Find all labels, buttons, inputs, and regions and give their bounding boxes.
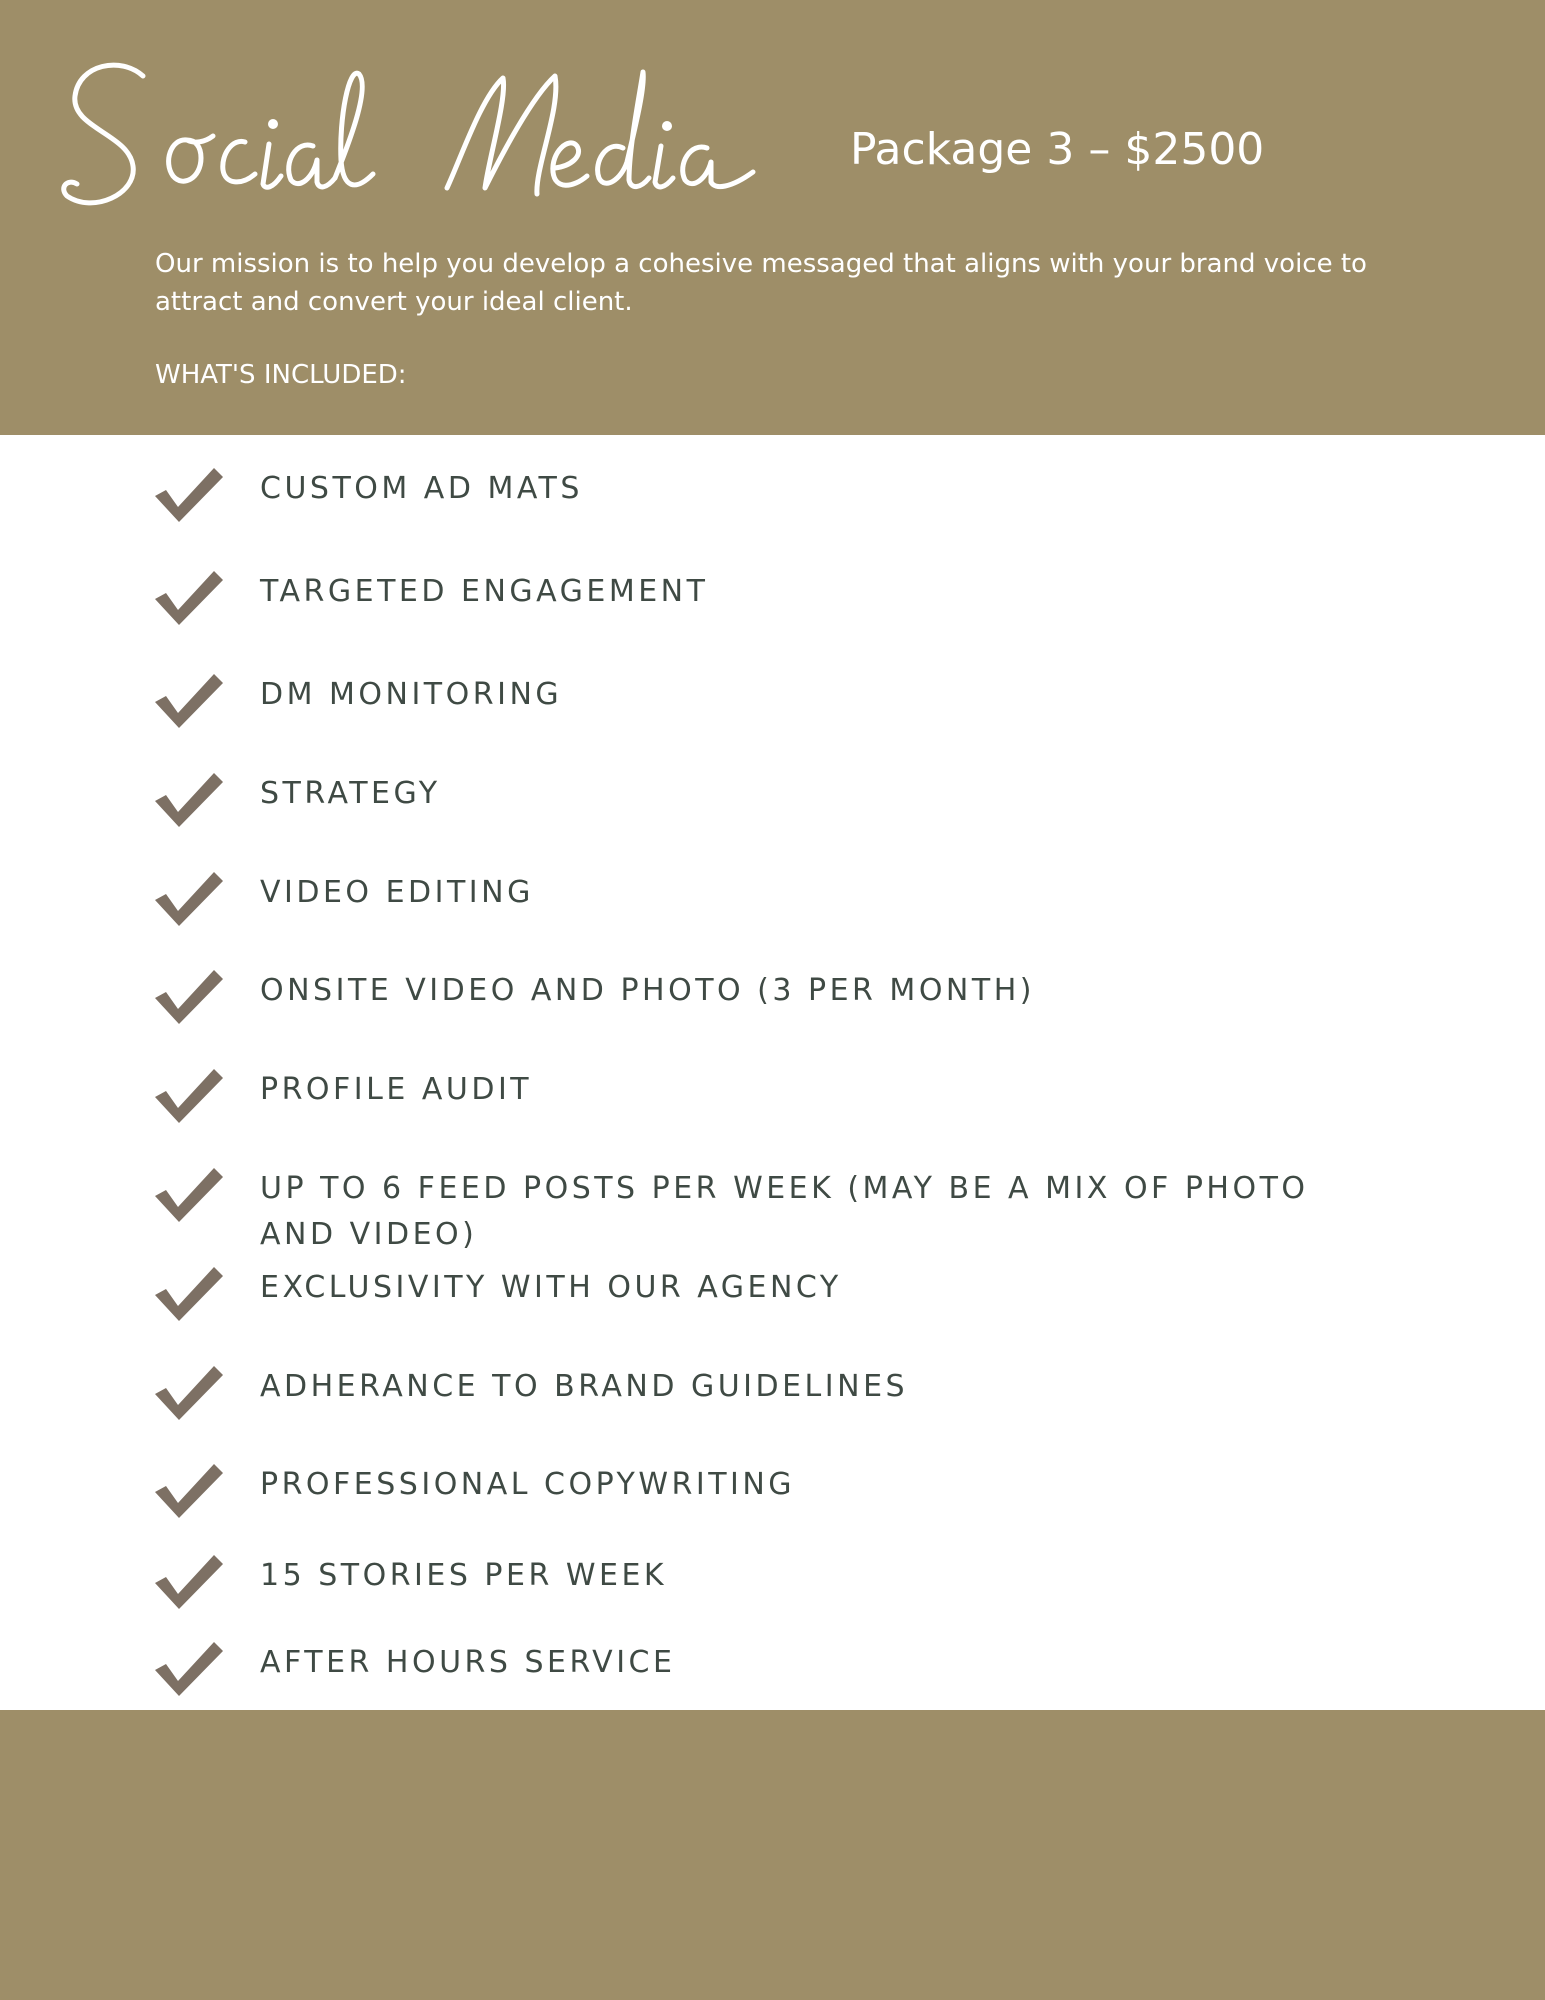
check-icon: [155, 1067, 225, 1127]
feature-label: UP TO 6 FEED POSTS PER WEEK (MAY BE A MIX OF PHOTO AND VIDEO): [260, 1171, 1309, 1252]
check-icon: [155, 1265, 225, 1325]
check-icon: [155, 1364, 225, 1424]
feature-label: ADHERANCE TO BRAND GUIDELINES: [260, 1369, 909, 1404]
header-band: [0, 0, 1545, 435]
check-icon: [155, 1553, 225, 1613]
included-heading: WHAT'S INCLUDED:: [155, 360, 407, 390]
mission-statement: Our mission is to help you develop a cohesive messaged that aligns with your brand voice to attract and convert your ideal client.: [155, 249, 1367, 317]
feature-label: ONSITE VIDEO AND PHOTO (3 PER MONTH): [260, 973, 1035, 1008]
feature-label: EXCLUSIVITY WITH OUR AGENCY: [260, 1270, 842, 1305]
check-icon: [155, 870, 225, 930]
check-icon: [155, 569, 225, 629]
check-icon: [155, 771, 225, 831]
feature-label: TARGETED ENGAGEMENT: [260, 574, 709, 609]
feature-label: PROFILE AUDIT: [260, 1072, 533, 1107]
feature-label: STRATEGY: [260, 776, 441, 811]
check-icon: [155, 466, 225, 526]
package-title: Package 3 – $2500: [850, 124, 1265, 175]
feature-label: DM MONITORING: [260, 677, 563, 712]
script-title: [55, 38, 795, 228]
check-icon: [155, 1462, 225, 1522]
check-icon: [155, 1166, 225, 1226]
feature-label: 15 STORIES PER WEEK: [260, 1558, 668, 1593]
footer-band: [0, 1710, 1545, 2000]
check-icon: [155, 1640, 225, 1700]
feature-label: CUSTOM AD MATS: [260, 471, 583, 506]
feature-label: PROFESSIONAL COPYWRITING: [260, 1467, 796, 1502]
feature-label: AFTER HOURS SERVICE: [260, 1645, 676, 1680]
check-icon: [155, 968, 225, 1028]
feature-label: VIDEO EDITING: [260, 875, 534, 910]
check-icon: [155, 672, 225, 732]
